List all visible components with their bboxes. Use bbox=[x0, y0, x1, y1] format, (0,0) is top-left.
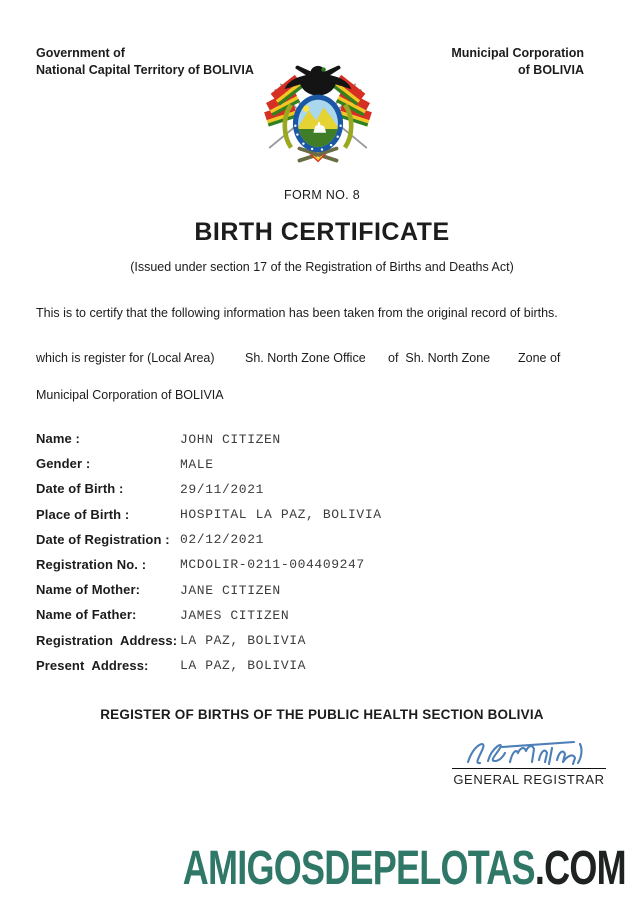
field-row-registration-address bbox=[36, 633, 596, 658]
field-label: Date of Registration : bbox=[36, 531, 170, 547]
register-corporation-line: Municipal Corporation of BOLIVIA bbox=[36, 388, 224, 402]
watermark-brand-text: AMIGOSDEPELOTAS bbox=[182, 842, 536, 895]
watermark-brand bbox=[182, 842, 626, 895]
field-label: Date of Birth : bbox=[36, 481, 124, 497]
field-label: Name of Mother: bbox=[36, 582, 141, 598]
general-registrar-label: GENERAL REGISTRAR bbox=[453, 772, 605, 787]
field-row-name-of-father bbox=[36, 607, 596, 632]
field-value: MCDOLIR-0211-004409247 bbox=[180, 557, 365, 573]
header-right-line1: Municipal Corporation bbox=[451, 46, 584, 60]
field-value: 29/11/2021 bbox=[180, 481, 265, 497]
document-title: BIRTH CERTIFICATE bbox=[194, 218, 450, 246]
signature-icon bbox=[462, 736, 596, 770]
signature-block bbox=[452, 736, 606, 787]
field-label: Registration Address: bbox=[36, 632, 178, 648]
register-area-label: which is register for (Local Area) bbox=[36, 351, 215, 365]
field-row-gender bbox=[36, 456, 596, 481]
field-value: HOSPITAL LA PAZ, BOLIVIA bbox=[180, 507, 382, 523]
field-value: JAMES CITIZEN bbox=[180, 607, 290, 623]
header-right bbox=[451, 45, 584, 79]
field-row-name-of-mother bbox=[36, 582, 596, 607]
register-office-value: Sh. North Zone Office bbox=[245, 351, 366, 365]
field-row-date-of-registration bbox=[36, 532, 596, 557]
field-value: LA PAZ, BOLIVIA bbox=[180, 658, 307, 674]
field-row-place-of-birth bbox=[36, 507, 596, 532]
field-label: Registration No. : bbox=[36, 556, 147, 572]
register-of-births-title: REGISTER OF BIRTHS OF THE PUBLIC HEALTH SECTION BOLIVIA bbox=[100, 707, 544, 722]
header-left-line1: Government of bbox=[36, 46, 125, 60]
certify-statement: This is to certify that the following information has been taken from the original record of births. bbox=[36, 306, 558, 320]
signature-line bbox=[452, 768, 606, 769]
field-value: 02/12/2021 bbox=[180, 532, 265, 548]
field-label: Present Address: bbox=[36, 657, 149, 673]
field-label: Gender : bbox=[36, 456, 91, 472]
header-right-line2: of BOLIVIA bbox=[518, 63, 584, 77]
field-value: LA PAZ, BOLIVIA bbox=[180, 633, 307, 648]
field-row-registration-no bbox=[36, 557, 596, 582]
field-label: Name : bbox=[36, 431, 80, 446]
field-label: Name of Father: bbox=[36, 607, 137, 623]
register-zone-of-label: Zone of bbox=[518, 351, 561, 365]
field-row-date-of-birth bbox=[36, 481, 596, 506]
header-left-line2: National Capital Territory of BOLIVIA bbox=[36, 63, 254, 77]
field-label: Place of Birth : bbox=[36, 506, 130, 522]
bolivia-coat-of-arms-icon bbox=[259, 64, 377, 168]
register-zone-value: of Sh. North Zone bbox=[388, 351, 491, 365]
document-subtitle: (Issued under section 17 of the Registration of Births and Deaths Act) bbox=[130, 260, 514, 274]
header-left bbox=[36, 45, 254, 79]
field-value: MALE bbox=[180, 456, 214, 472]
field-value: JOHN CITIZEN bbox=[180, 431, 281, 447]
field-row-name bbox=[36, 431, 596, 456]
form-number: FORM NO. 8 bbox=[284, 188, 360, 202]
field-value: JANE CITIZEN bbox=[180, 582, 281, 598]
fields-section bbox=[36, 431, 596, 683]
watermark-tld-text: .COM bbox=[535, 842, 626, 895]
field-row-present-address bbox=[36, 658, 596, 683]
